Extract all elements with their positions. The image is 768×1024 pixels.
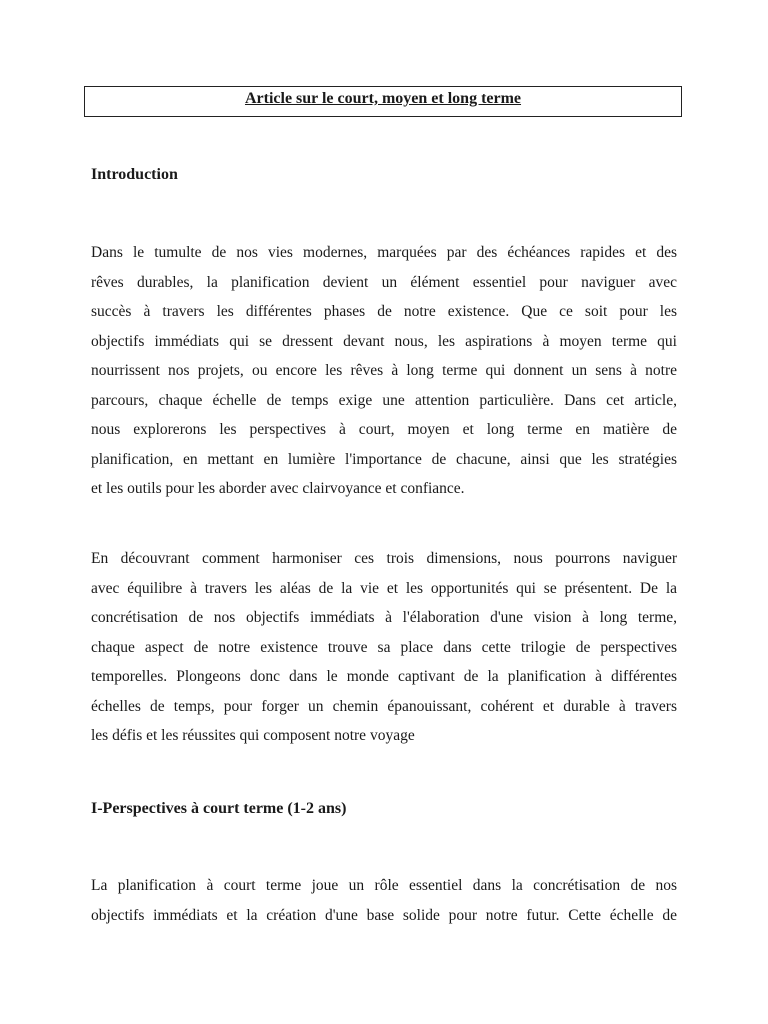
paragraph-line: parcours, chaque échelle de temps exige une attention particulière. Dans cet article, [91,391,677,409]
paragraph-line: et les outils pour les aborder avec clairvoyance et confiance. [91,480,465,497]
paragraph-line: concrétisation de nos objectifs immédiats à l'élaboration d'une vision à long terme, [91,609,677,626]
paragraph-line: objectifs immédiats qui se dressent devant nous, les aspirations à moyen terme qui [91,332,677,350]
paragraph-line: En découvrant comment harmoniser ces trois dimensions, nous pourrons naviguer [91,550,677,567]
paragraph-line: temporelles. Plongeons donc dans le monde captivant de la planification à différentes [91,668,677,685]
section-1-heading: I-Perspectives à court terme (1-2 ans) [91,800,347,817]
paragraph-2 [91,544,677,751]
paragraph-line: Dans le tumulte de nos vies modernes, marquées par des échéances rapides et des [91,244,677,261]
paragraph-line: nourrissent nos projets, ou encore les rêves à long terme qui donnent un sens à notre [91,362,677,379]
document-title: Article sur le court, moyen et long terme [244,90,522,107]
paragraph-line: succès à travers les différentes phases de notre existence. Que ce soit pour les [91,303,677,320]
paragraph-line: échelles de temps, pour forger un chemin épanouissant, cohérent et durable à travers [91,697,677,715]
paragraph-3 [91,871,677,930]
paragraph-line: les défis et les réussites qui composent notre voyage [91,727,415,744]
paragraph-line: planification, en mettant en lumière l'importance de chacune, ainsi que les stratégies [91,450,677,468]
title-box [84,86,682,117]
paragraph-line: rêves durables, la planification devient un élément essentiel pour naviguer avec [91,273,677,291]
paragraph-line: chaque aspect de notre existence trouve sa place dans cette trilogie de perspectives [91,638,677,656]
paragraph-line: avec équilibre à travers les aléas de la vie et les opportunités qui se présentent. De la [91,579,677,597]
paragraph-1 [91,238,677,504]
paragraph-line: nous explorerons les perspectives à court, moyen et long terme en matière de [91,421,677,438]
introduction-heading: Introduction [91,166,178,183]
paragraph-line: objectifs immédiats et la création d'une base solide pour notre futur. Cette échelle de [91,906,677,924]
paragraph-line: La planification à court terme joue un rôle essentiel dans la concrétisation de nos [91,877,677,894]
